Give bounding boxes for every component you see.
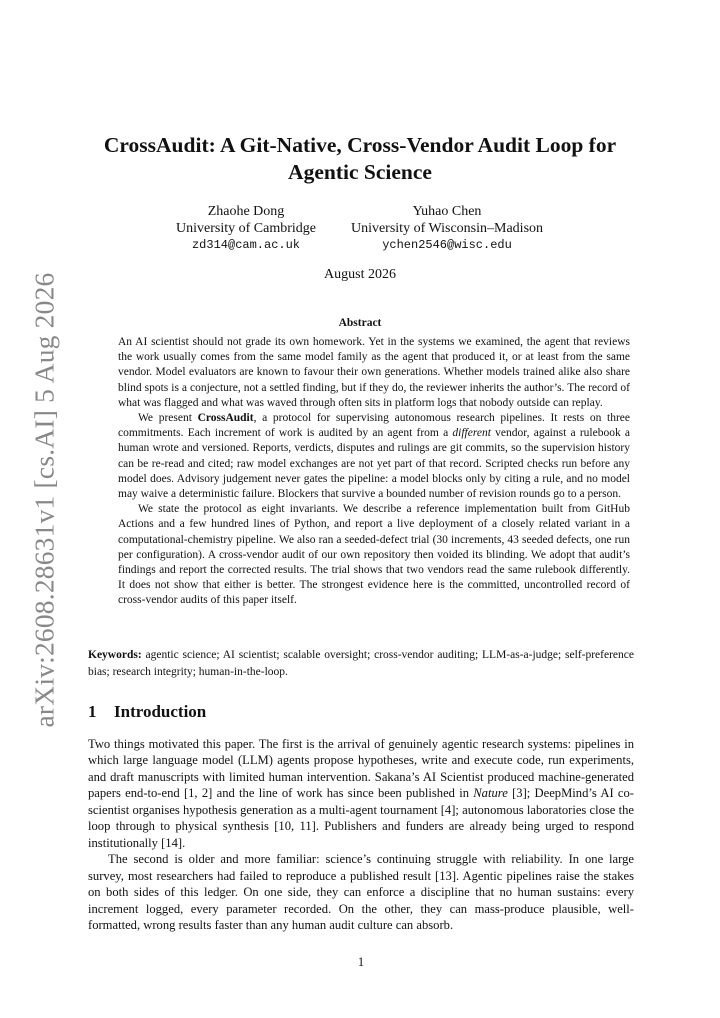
paper-date: August 2026 [324,267,396,282]
abstract-paragraph: We present CrossAudit, a protocol for supervising autonomous research pipelines. It rests on three commitments. Each increment of work is audited by an agent from a different vendor, against a rulebook a human wrote and versioned. Reports, verdicts, disputes and rulings are git commits, so the supervision history can be re-read and cited; raw model exchanges are not yet part of that record. Scripted checks run before any model does. Advisory judgement never gates the pipeline: a model blocks only by citing a rule, and no model may waive a deterministic failure. Blockers that survive a bounded number of revision rounds go to a person. [118,412,631,501]
arxiv-identifier: arXiv:2608.28631v1 [cs.AI] 5 Aug 2026 [28,272,59,728]
section-body [88,736,634,933]
author-name: Yuhao Chen [412,204,482,219]
section-title: Introduction [114,702,207,721]
body-paragraph: The second is older and more familiar: science’s continuing struggle with reliability. In one large survey, most researchers had failed to reproduce a published result [13]. Agentic pipelines raise the stakes on both sides of this ledger. On one side, they can enforce a discipline that no human sustains: every increment logged, every parameter recorded. On the other, they can mass-produce plausible, well-formatted, wrong results faster than any human audit culture can absorb. [88,852,634,932]
keywords [88,647,634,680]
author-block [160,203,332,254]
author-name: Zhaohe Dong [207,204,285,219]
body-paragraph: Two things motivated this paper. The first is the arrival of genuinely agentic research systems: pipelines in which large language model (LLM) agents propose hypotheses, write and execute code, run experiments, and draft manuscripts with limited human intervention. Sakana’s AI Scientist produced machine-generated papers end-to-end [1, 2] and the line of work has since been published in Nature [3]; DeepMind’s AI co-scientist organises hypothesis generation as a multi-agent tournament [4]; autonomous laboratories close the loop through to physical synthesis [10, 11]. Publishers and funders are already being urged to respond institutionally [14]. [88,737,634,850]
abstract-body [118,335,630,609]
author-email: ychen2546@wisc.edu [382,238,512,252]
author-affiliation: University of Cambridge [176,221,316,236]
section-heading [88,702,634,722]
abstract-paragraph: An AI scientist should not grade its own homework. Yet in the systems we examined, the agent that reviews the work usually comes from the same model family as the agent that produced it, or at least from the same vendor. Model evaluators are known to favour their own generations. Whether models trained alike also share blind spots is a conjecture, not a settled finding, but if they do, the reviewer inherits the author’s. The record of what was flagged and what was waved through often sits in platform logs that nobody outside can replay. [118,336,630,409]
arxiv-sidebar [22,272,66,728]
journal-name: Nature [473,786,508,801]
author-block [340,203,554,254]
author-email: zd314@cam.ac.uk [191,238,301,252]
abstract-paragraph: We state the protocol as eight invariants. We describe a reference implementation built from GitHub Actions and a few hundred lines of Python, and report a live deployment of a closely related variant in a computational-chemistry pipeline. We also ran a seeded-defect trial (30 increments, 43 seeded defects, one run per configuration). A cross-vendor audit of our own repository then voided its blinding. We adopt that audit’s findings and report the corrected results. The trial shows that two vendors read the same rulebook differently. It does not show that either is better. The strongest evidence here is the committed, uncontrolled record of cross-vendor audits of this paper itself. [118,503,630,607]
page-number: 1 [357,955,365,969]
keywords-list: agentic science; AI scientist; scalable oversight; cross-vendor auditing; LLM-as-a-judge; self-preference bias; research integrity; human-in-the-loop. [88,649,634,678]
author-affiliation: University of Wisconsin–Madison [350,221,544,236]
emphasis: different [452,427,491,440]
abstract-heading: Abstract [338,317,382,329]
section-number: 1 [88,702,97,721]
paper-title: CrossAudit: A Git-Native, Cross-Vendor Audit Loop for Agentic Science [103,133,617,184]
keywords-label: Keywords: [88,649,142,661]
system-name: CrossAudit [197,412,254,425]
